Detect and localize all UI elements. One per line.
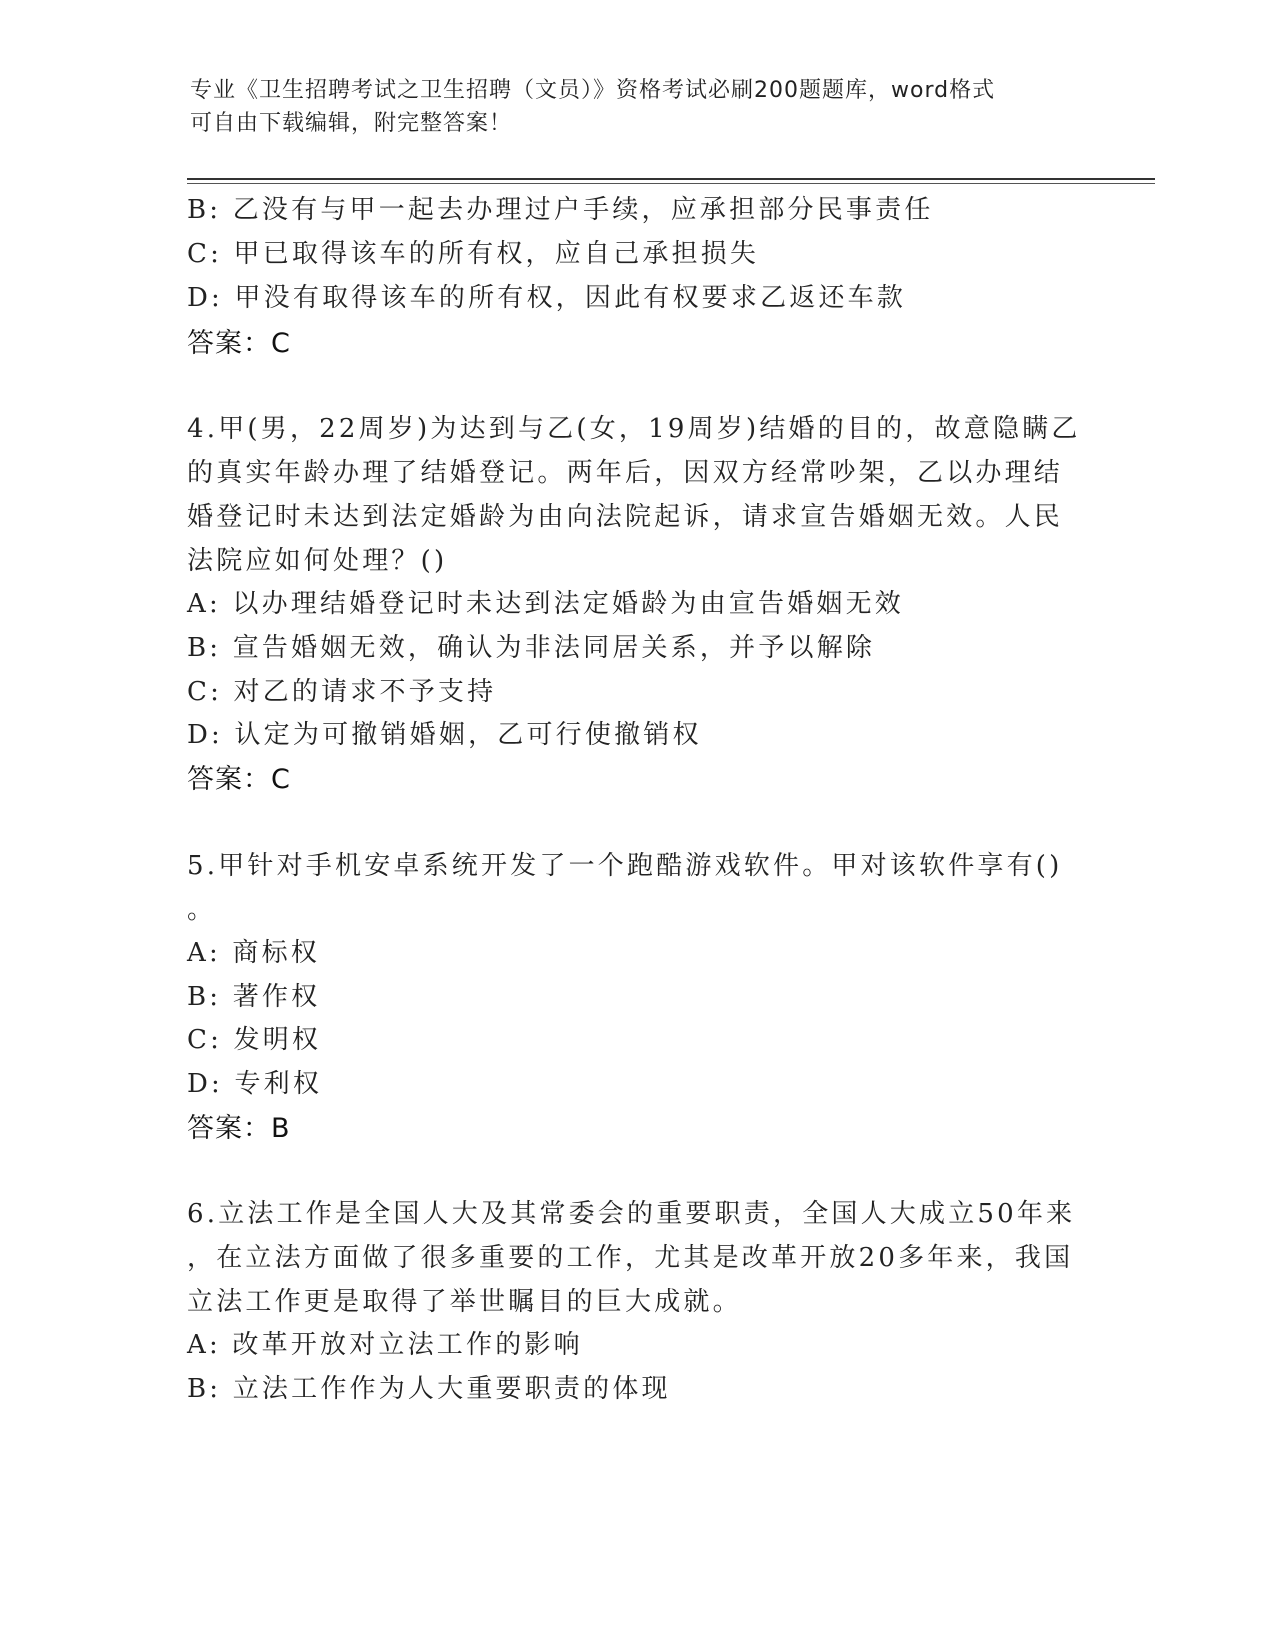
q3-option-d: D: 甲没有取得该车的所有权，因此有权要求乙返还车款: [187, 283, 907, 313]
q4-option-d: D: 认定为可撤销婚姻，乙可行使撤销权: [187, 720, 702, 750]
q6-option-a: A: 改革开放对立法工作的影响: [187, 1330, 583, 1360]
q4-option-c: C: 对乙的请求不予支持: [187, 677, 497, 707]
q6-stem-line-1: 6.立法工作是全国人大及其常委会的重要职责，全国人大成立50年来: [187, 1199, 1076, 1229]
q5-option-b: B: 著作权: [187, 982, 321, 1012]
header-title-line-2: 可自由下载编辑，附完整答案！: [190, 111, 513, 136]
q4-option-b: B: 宣告婚姻无效，确认为非法同居关系，并予以解除: [187, 633, 876, 663]
q4-answer: 答案：C: [187, 764, 291, 795]
q5-answer: 答案：B: [187, 1113, 291, 1144]
header-title-line-1: 专业《卫生招聘考试之卫生招聘（文员）》资格考试必刷200题题库，word格式: [190, 78, 996, 103]
q3-option-c: C: 甲已取得该车的所有权，应自己承担损失: [187, 239, 760, 269]
q5-option-c: C: 发明权: [187, 1025, 322, 1055]
q4-stem-line-3: 婚登记时未达到法定婚龄为由向法院起诉，请求宣告婚姻无效。人民: [187, 502, 1064, 532]
header-divider-thin: [187, 183, 1155, 184]
q4-stem-line-4: 法院应如何处理？(): [187, 546, 448, 576]
q6-option-b: B: 立法工作作为人大重要职责的体现: [187, 1374, 671, 1404]
q5-stem-line-1: 5.甲针对手机安卓系统开发了一个跑酷游戏软件。甲对该软件享有(): [187, 851, 1063, 881]
q5-option-d: D: 专利权: [187, 1069, 323, 1099]
q5-stem-line-2: 。: [187, 895, 217, 925]
page-header: [190, 74, 1070, 140]
q6-stem-line-3: 立法工作更是取得了举世瞩目的巨大成就。: [187, 1287, 742, 1317]
q4-stem-line-2: 的真实年龄办理了结婚登记。两年后，因双方经常吵架，乙以办理结: [187, 458, 1064, 488]
q3-answer: 答案：C: [187, 328, 291, 359]
q3-option-b: B: 乙没有与甲一起去办理过户手续，应承担部分民事责任: [187, 195, 934, 225]
q6-stem-line-2: ，在立法方面做了很多重要的工作，尤其是改革开放20多年来，我国: [187, 1243, 1074, 1273]
header-divider-thick: [187, 178, 1155, 180]
q4-stem-line-1: 4.甲(男，22周岁)为达到与乙(女，19周岁)结婚的目的，故意隐瞒乙: [187, 414, 1081, 444]
q4-option-a: A: 以办理结婚登记时未达到法定婚龄为由宣告婚姻无效: [187, 589, 905, 619]
q5-option-a: A: 商标权: [187, 938, 321, 968]
